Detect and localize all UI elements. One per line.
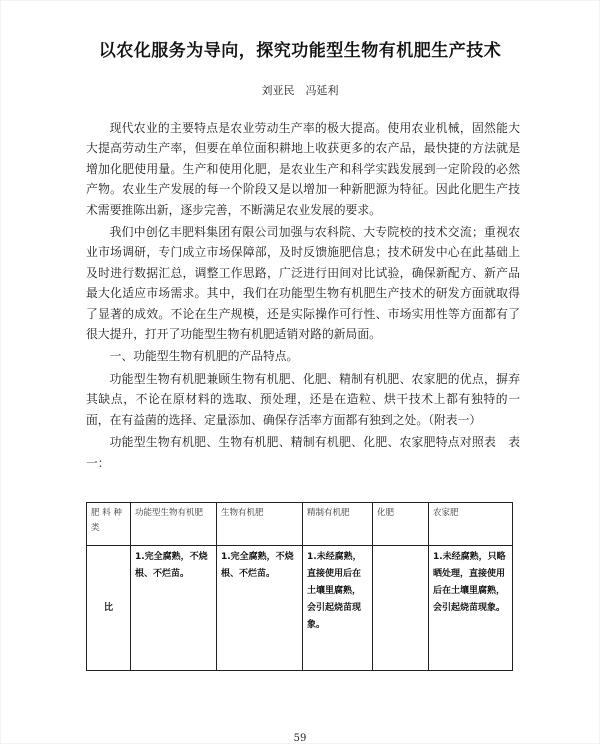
table-cell: 1.未经腐熟，只略晒处理，直接使用后在土壤里腐熟，会引起烧苗现象。 xyxy=(429,546,513,671)
body-text xyxy=(86,118,520,473)
table-cell xyxy=(373,546,429,671)
table-caption: 功能型生物有机肥、生物有机肥、精制有机肥、化肥、农家肥特点对照表 表一： xyxy=(86,435,520,470)
paper-title: 以农化服务为导向，探究功能型生物有机肥生产技术 xyxy=(98,41,502,61)
paragraph-intro: 现代农业的主要特点是农业劳动生产率的极大提高。使用农业机械，固然能大大提高劳动生产率，但要在单位面积耕地上收获更多的农产品，最快捷的方法就是增加化肥使用量。生产和使用化肥，是农业生产和科学实践发展到一定阶段的必然产物。农业生产发展的每一个阶段又是以增加一种新肥源为特征。因此化肥生产技术需要推陈出新，逐步完善，不断满足农业发展的要求。 xyxy=(86,121,520,217)
paragraph-company: 我们中创亿丰肥料集团有限公司加强与农科院、大专院校的技术交流；重视农业市场调研，专门成立市场保障部，及时反馈施肥信息；技术研发中心在此基础上及时进行数据汇总，调整工作思路，广泛进行田间对比试验，确保新配方、新产品最大化适应市场需求。其中，我们在功能型生物有机肥生产技术的研发方面就取得了显著的成效。不论在生产规模，还是实际操作可行性、市场实用性等方面都有了很大提升，打开了功能型生物有机肥适销对路的新局面。 xyxy=(86,225,520,342)
table-row xyxy=(87,546,513,671)
table-header-cell: 化肥 xyxy=(373,503,429,546)
comparison-table xyxy=(86,502,513,671)
page-number: 59 xyxy=(293,733,307,744)
table-header-row xyxy=(87,503,513,546)
table-header-cell: 功能型生物有机肥 xyxy=(131,503,217,546)
table-header-cell: 农家肥 xyxy=(429,503,513,546)
table-cell: 1.完全腐熟，不烧根、不烂苗。 xyxy=(217,546,303,671)
table-cell: 1.未经腐熟，直接使用后在土壤里腐熟，会引起烧苗现象。 xyxy=(303,546,373,671)
table-header-cell: 精制有机肥 xyxy=(303,503,373,546)
table-header-cell: 生物有机肥 xyxy=(217,503,303,546)
paragraph-features: 功能型生物有机肥兼顾生物有机肥、化肥、精制有机肥、农家肥的优点，摒弃其缺点，不论在原材料的选取、预处理，还是在造粒、烘干技术上都有独特的一面，在有益菌的选择、定量添加、确保存活率方面都有独到之处。（附表一） xyxy=(86,371,520,427)
table-cell: 1.完全腐熟，不烧根、不烂苗。 xyxy=(131,546,217,671)
table-header-cell: 肥 料 种 类 xyxy=(87,503,131,546)
table-row-label: 比 xyxy=(87,546,131,671)
section-heading: 一、功能型生物有机肥的产品特点。 xyxy=(109,349,299,364)
author-line: 刘亚民 冯延利 xyxy=(261,84,339,97)
